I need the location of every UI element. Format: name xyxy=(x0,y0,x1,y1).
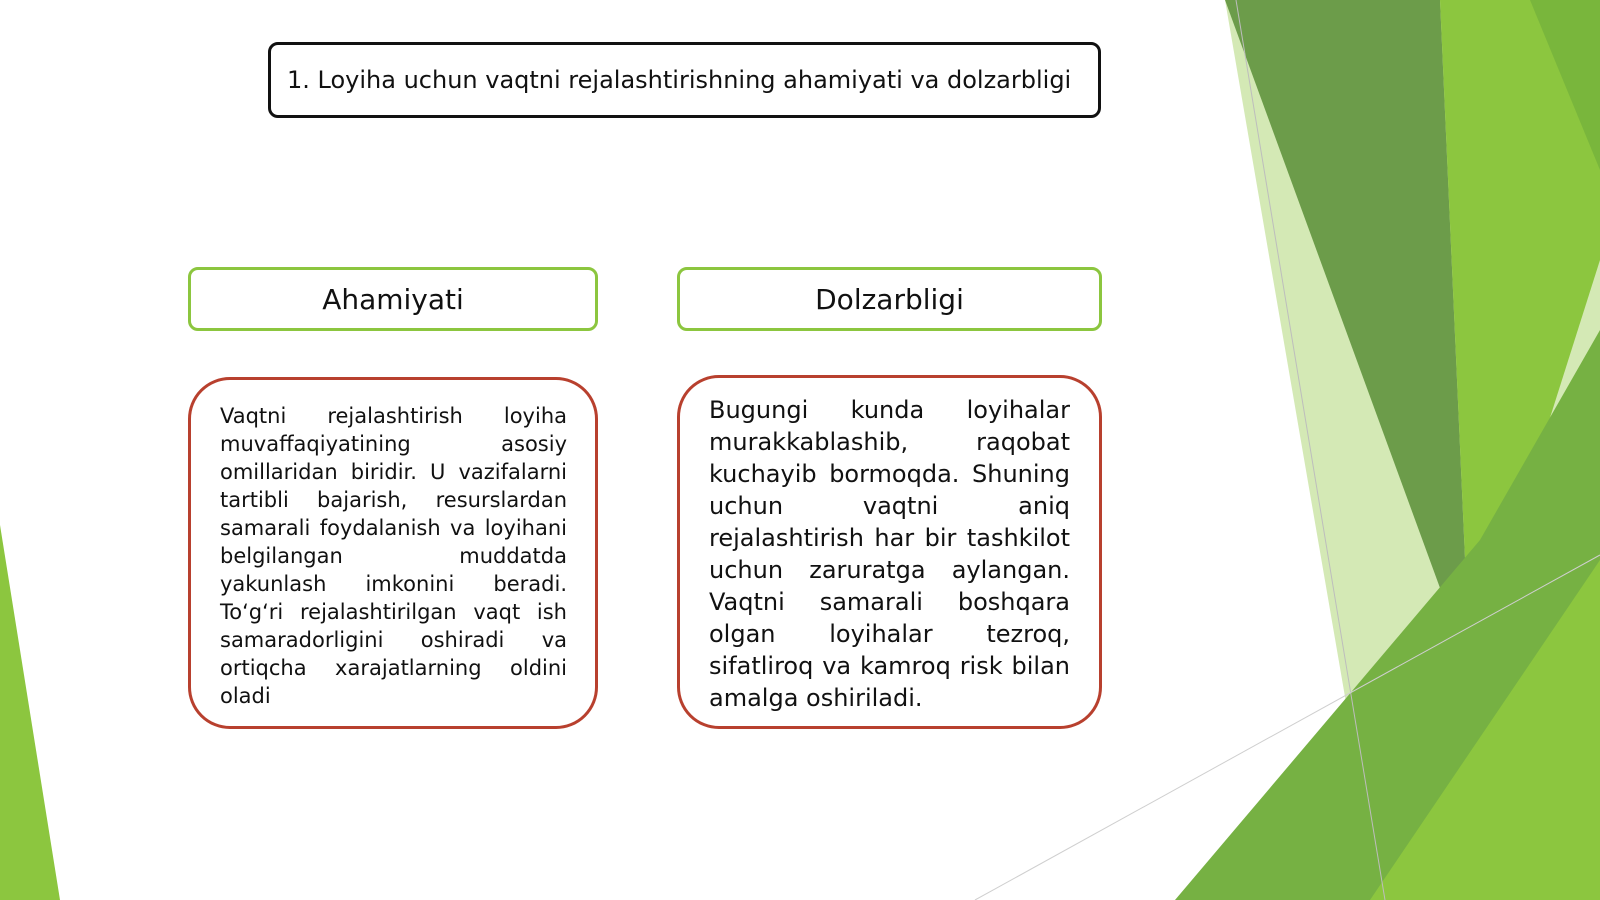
ahamiyati-text-box: Vaqtni rejalashtirish loyiha muvaffaqiyatining asosiy omillaridan biridir. U vazifalarni tartibli bajarish, resurslardan samarali foydalanish va loyihani belgilangan muddatda yakunlash imkonini beradi. To‘g‘ri rejalashtirilgan vaqt ish samaradorligini oshiradi va ortiqcha xarajatlarning oldini oladi xyxy=(188,377,598,729)
dolzarbligi-text-box: Bugungi kunda loyihalar murakkablashib, raqobat kuchayib bormoqda. Shuning uchun vaqtni aniq rejalashtirish har bir tashkilot uchun zaruratga aylangan. Vaqtni samarali boshqara olgan loyihalar tezroq, sifatliroq va kamroq risk bilan amalga oshiriladi. xyxy=(677,375,1102,729)
slide-title: 1. Loyiha uchun vaqtni rejalashtirishning ahamiyati va dolzarbligi xyxy=(268,42,1101,118)
heading-dolzarbligi: Dolzarbligi xyxy=(677,267,1102,331)
heading-ahamiyati: Ahamiyati xyxy=(188,267,598,331)
left-green-shape xyxy=(0,525,60,900)
